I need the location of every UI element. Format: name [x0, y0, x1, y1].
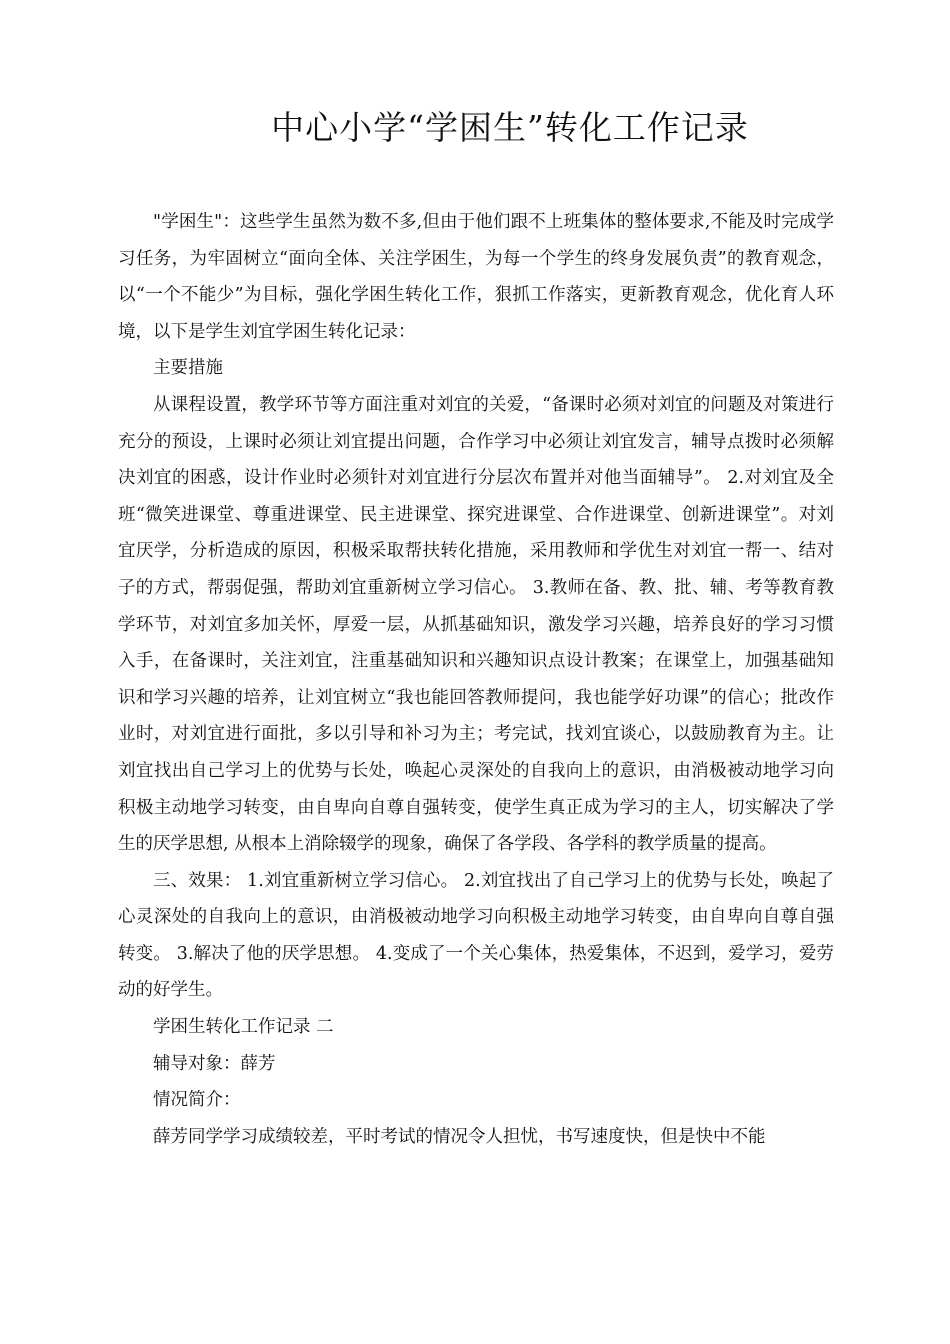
- document-title: 中心小学“学困生”转化工作记录: [271, 108, 749, 147]
- effects-paragraph: 三、效果： 1.刘宜重新树立学习信心。 2.刘宜找出了自己学习上的优势与长处，唤起了心灵深处的自我向上的意识，由消极被动地学习向积极主动地学习转变，由自卑向自尊自强转变。 3.解决了他的厌学思想。 4.变成了一个关心集体，热爱集体，不迟到，爱学习，爱劳动的好学生。: [118, 870, 834, 1001]
- situation-heading: 情况简介：: [153, 1090, 241, 1111]
- section-heading-measures: 主要措施: [153, 358, 223, 379]
- intro-paragraph: "学困生"：这些学生虽然为数不多,但由于他们跟不上班集体的整体要求,不能及时完成学习任务，为牢固树立“面向全体、关注学困生，为每一个学生的终身发展负责”的教育观念，以“一个不能少”为目标，强化学困生转化工作，狠抓工作落实，更新教育观念，优化育人环境，以下是学生刘宜学困生转化记录：: [118, 212, 834, 342]
- situation-paragraph: 薛芳同学学习成绩较差，平时考试的情况令人担忧，书写速度快，但是快中不能: [153, 1126, 766, 1147]
- measures-paragraph: 从课程设置，教学环节等方面注重对刘宜的关爱，“备课时必须对刘宜的问题及对策进行充分的预设，上课时必须让刘宜提出问题，合作学习中必须让刘宜发言，辅导点拨时必须解决刘宜的困惑，设计作业时必须针对刘宜进行分层次布置并对他当面辅导”。 2.对刘宜及全班“微笑进课堂、尊重进课堂、民主进课堂、探究进课堂、合作进课堂、创新进课堂”。对刘宜厌学，分析造成的原因，积极采取帮扶转化措施，采用教师和学优生对刘宜一帮一、结对子的方式，帮弱促强，帮助刘宜重新树立学习信心。 3.教师在备、教、批、辅、考等教育教学环节，对刘宜多加关怀，厚爱一层，从抓基础知识，激发学习兴趣，培养良好的学习习惯入手，在备课时，关注刘宜，注重基础知识和兴趣知识点设计教案；在课堂上，加强基础知识和学习兴趣的培养，让刘宜树立“我也能回答教师提问，我也能学好功课”的信心；批改作业时，对刘宜进行面批，多以引导和补习为主；考完试，找刘宜谈心，以鼓励教育为主。让刘宜找出自己学习上的优势与长处，唤起心灵深处的自我向上的意识，由消极被动地学习向积极主动地学习转变，由自卑向自尊自强转变，使学生真正成为学习的主人，切实解决了学生的厌学思想, 从根本上消除辍学的现象，确保了各学段、各学科的教学质量的提高。: [118, 394, 834, 855]
- document-body: [118, 204, 834, 1155]
- record-two-heading: 学困生转化工作记录 二: [153, 1017, 334, 1038]
- tutoring-target: 辅导对象：薛芳: [153, 1053, 276, 1074]
